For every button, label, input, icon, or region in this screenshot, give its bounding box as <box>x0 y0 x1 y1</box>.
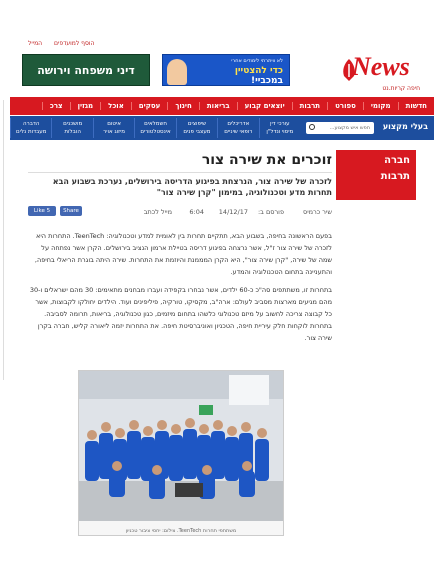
ad-maccabi[interactable] <box>162 54 290 86</box>
add-favorites-link[interactable]: הוסף למועדפים <box>54 40 95 47</box>
nav-consumer[interactable]: צרכ <box>42 102 70 110</box>
nav-magazine[interactable]: מגזין <box>70 102 100 110</box>
search-placeholder: חפש איש מקצוע... <box>329 125 370 131</box>
category-renovations[interactable]: שיפוצים מעצבי פנים <box>176 118 217 138</box>
facebook-share-button[interactable]: Share <box>60 206 82 216</box>
section-sidebar <box>336 150 416 200</box>
professionals-search-input[interactable] <box>306 122 374 134</box>
nav-going-out[interactable]: יוצאים קבוע <box>237 102 292 110</box>
nav-culture[interactable]: תרבות <box>292 102 327 110</box>
main-nav <box>10 97 434 115</box>
article-photo <box>78 370 284 536</box>
published-label: פורסם ב: <box>257 208 284 216</box>
article-time: 6:04 <box>189 208 204 216</box>
article-title: זוכרים את שירה צור <box>28 152 332 173</box>
category-movers[interactable]: מושכנים הובלות <box>51 118 92 138</box>
facebook-like-button[interactable]: Like 5 <box>28 206 56 216</box>
article-paragraph: בתחרות זו, משתתפים סה"כ כ-60 ילדים, אשר נבחרו בקפידה ועברו מבחנים מתאימים: 30 מהם ישראלים ו-30 מהם מגיעים מארצות מסביב לעולם: ארה"ב, מקסיקו, טורקיה, פיליפינים ועוד. הילדים יחולקו לקבוצות, אשר כל קבוצה צריכה לחשוב על מיזם טכנולוגי כלשהו בתחום מיזמים, כגון טכנולוגיה, בריאות, תרומה לסביבה. בתחרות לוקחות חלק עיריית חיפה, הטכניון ואוניברסיטת חיפה. את התחרות יזמה ליאורה קליש, חברה בקרן שירה צור. <box>29 286 332 342</box>
ad-family-law[interactable] <box>22 54 150 86</box>
article-body <box>28 230 332 350</box>
group-photo-image <box>79 371 283 521</box>
logo-subtitle: חיפה קריות.נט <box>382 85 420 92</box>
page-left-edge <box>0 100 4 380</box>
logo-wordmark: News <box>352 52 410 81</box>
header-banner <box>0 52 446 92</box>
article-meta <box>28 206 332 220</box>
ad-child-image <box>167 59 187 85</box>
site-logo[interactable] <box>340 52 426 92</box>
professionals-label: בעלי מקצוע <box>382 122 428 131</box>
ad-maccabi-small-text: לא וויתרתי לימודים אחרי <box>231 58 283 64</box>
nav-news[interactable]: חדשות <box>398 102 434 110</box>
nav-food[interactable]: אוכל <box>100 102 131 110</box>
nav-local[interactable]: מקומי <box>363 102 398 110</box>
professionals-categories <box>10 118 300 138</box>
nav-health[interactable]: בריאות <box>199 102 237 110</box>
top-links <box>18 40 94 47</box>
sidebar-item-culture[interactable]: תרבות <box>380 171 410 182</box>
professionals-bar <box>10 116 434 140</box>
category-lawyers[interactable]: עורכי דין מיסוי ונדל"ן <box>259 118 300 138</box>
mail-reporter-link[interactable]: מייל לכתב <box>143 208 172 216</box>
sidebar-item-society[interactable]: חברה <box>384 155 410 166</box>
article-subtitle: לזכרה של שירה צור, הנרצחת בפיגוע הדריסה בירושלים, נערכת בשבוע הבא תחרות מדע וטכנולוגיה, במימון "קרן שירה צור" <box>52 177 332 197</box>
category-pest-control[interactable]: הדברה מעבדות נלים <box>10 118 51 138</box>
nav-education[interactable]: חינוך <box>167 102 199 110</box>
ad-family-law-text: דיני משפחה וירושה <box>37 63 135 77</box>
nav-business[interactable]: עסקים <box>131 102 168 110</box>
ad-maccabi-headline: כדי להצטיין <box>234 66 283 76</box>
ad-maccabi-headline-2: במכביי! <box>251 76 283 86</box>
nav-sport[interactable]: ספורט <box>327 102 363 110</box>
search-icon[interactable] <box>309 124 315 130</box>
category-architects[interactable]: אדריכלים רופאי שיניים <box>217 118 258 138</box>
photo-caption: משתתפי תחרות TeenTech. צילום: יחסי ציבור טכניון <box>125 528 237 534</box>
mail-link[interactable]: המייל <box>28 40 43 47</box>
article-author[interactable]: שיר כרמיס <box>303 208 332 216</box>
category-sealing[interactable]: איטום מיזוג אויר <box>93 118 134 138</box>
article-date: 14/12/17 <box>218 208 248 216</box>
article-paragraph: בפעם הראשונה בחיפה, בשבוע הבא, תתקיים תחרות בין לאומית למדע וטכנולוגיה: TeenTech. התחרות היא לזכרה של שירה צור ז"ל, אשר נרצחה בפיגוע דריסה בטיילת ארמון הנציב בירושלים. הקרן אשר נפתחה על שמה של שירה, "קרן שירה צור", היא הקרן המממנת והיוזמת את התחרות. שירה היתה בוגרת הריאלי בחיפה, והתעניינה בתחום הטכנולוגיה והמדע. <box>34 232 332 276</box>
category-electricians[interactable]: חשמלאים אינסטלטורים <box>134 118 175 138</box>
